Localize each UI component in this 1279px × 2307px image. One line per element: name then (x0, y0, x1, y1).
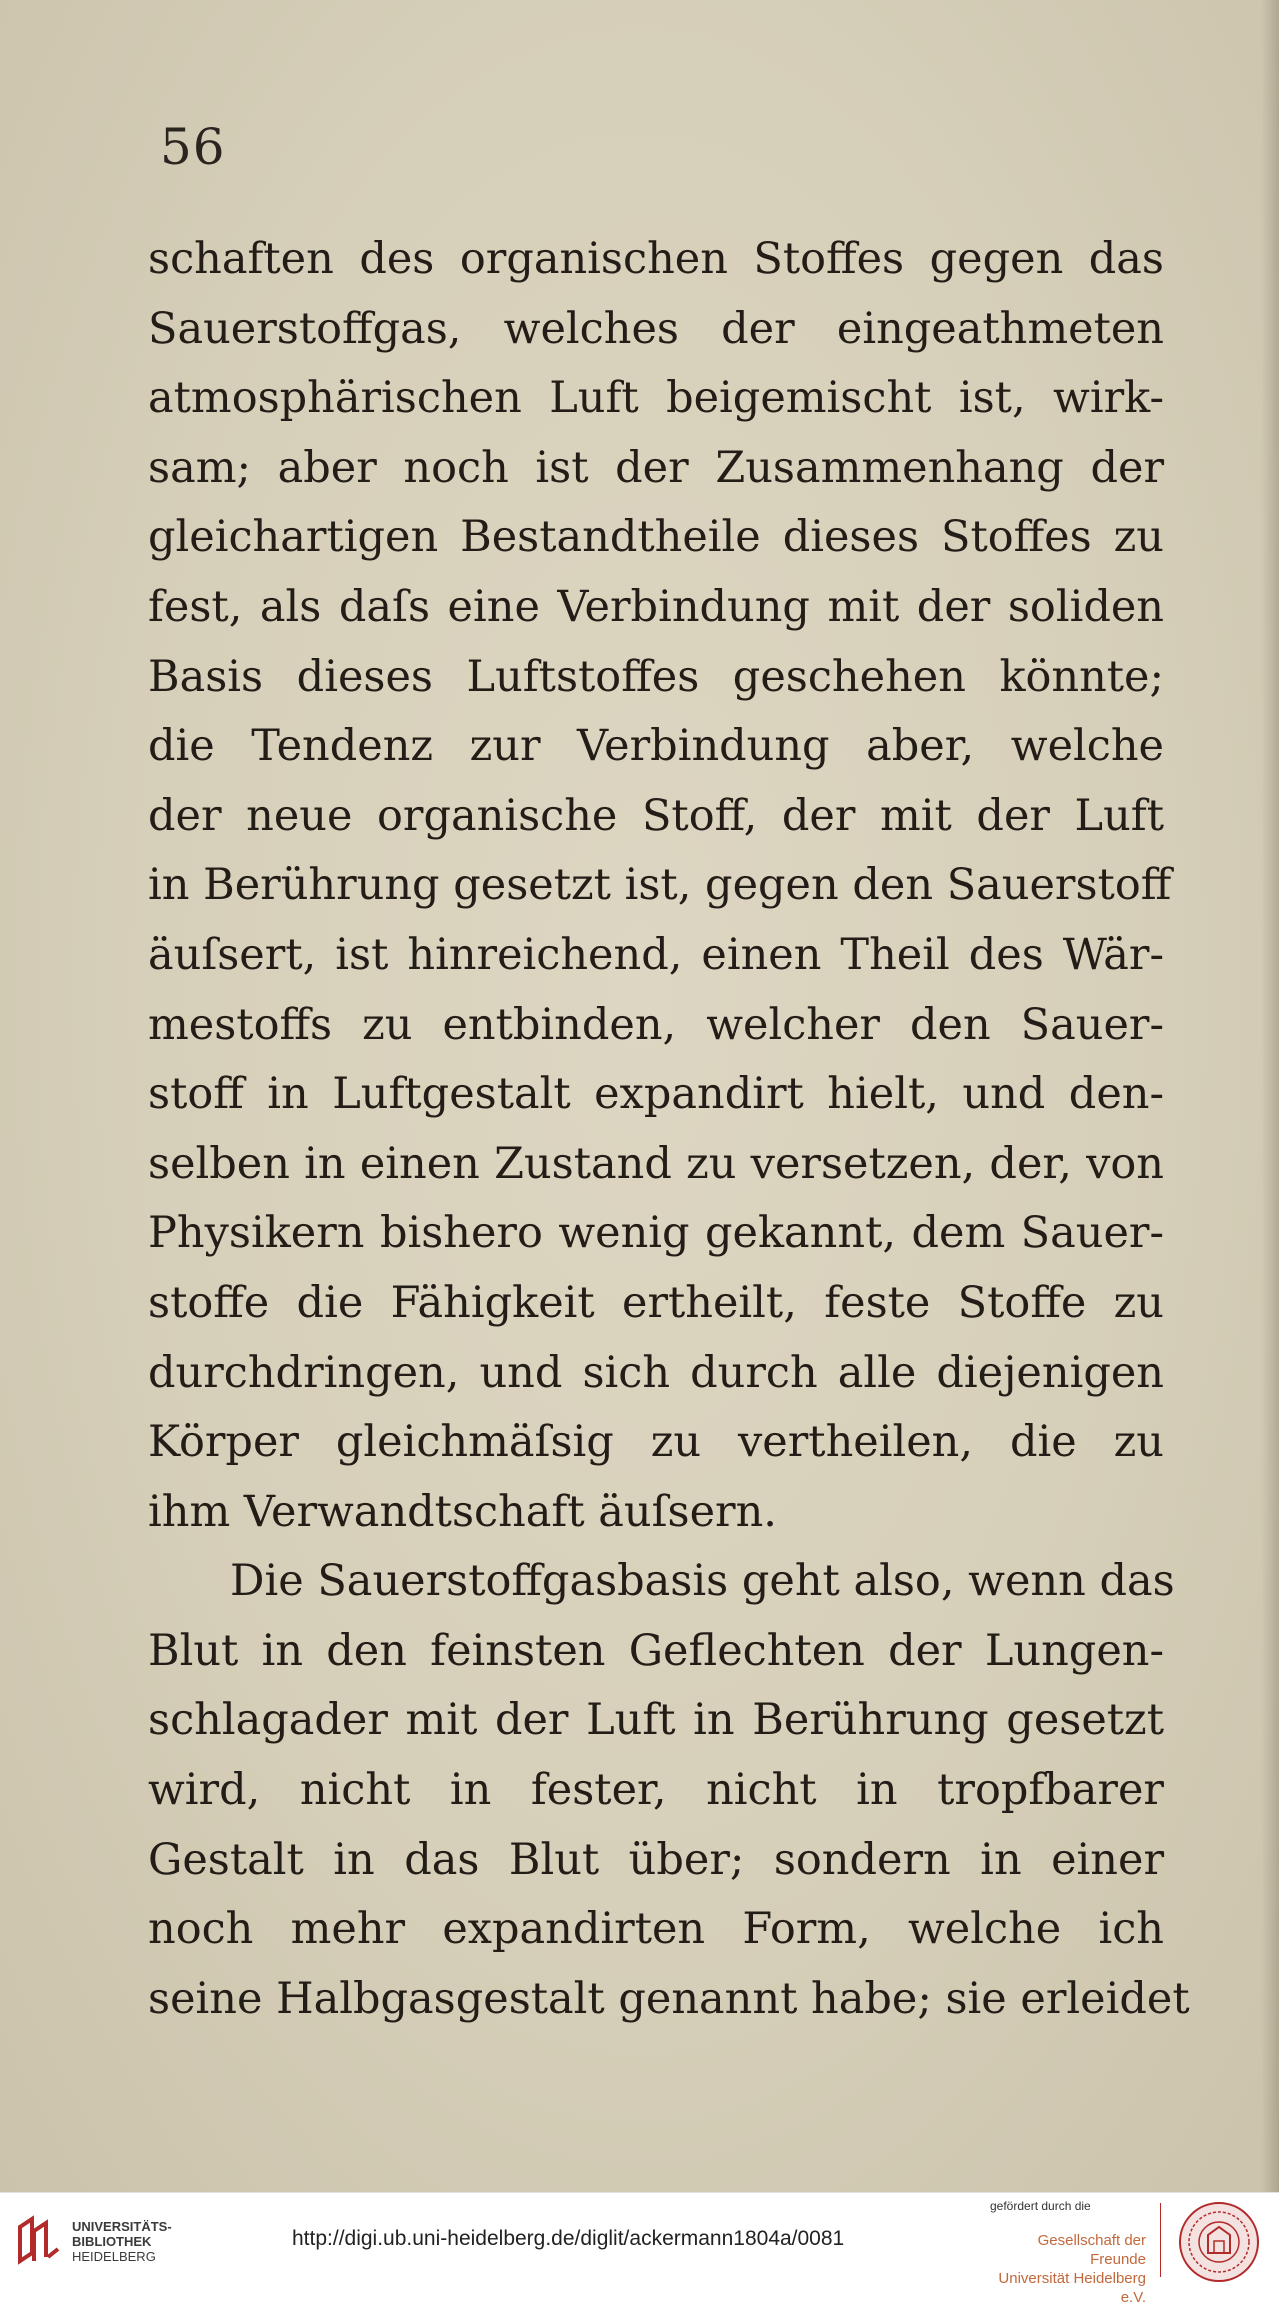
text-line-17: durchdringen, und sich durch alle diejenigen (148, 1347, 1164, 1398)
text-line-9: der neue organische Stoff, der mit der Luft (148, 790, 1164, 841)
ub-heidelberg-logo-icon (14, 2213, 64, 2267)
text-line-19: ihm Verwandtschaft äuſsern. (148, 1486, 777, 1537)
library-name-line-1: UNIVERSITÄTS- (72, 2219, 172, 2234)
text-line-23: wird, nicht in fester, nicht in tropfbarer (148, 1765, 1164, 1816)
text-line-10: in Berührung gesetzt ist, gegen den Sauerstoff (148, 860, 1172, 911)
text-line-13: stoff in Luftgestalt expandirt hielt, und den- (148, 1069, 1164, 1120)
university-seal-icon (1178, 2201, 1260, 2283)
sponsor-name-line-2: Universität Heidelberg e.V. (998, 2270, 1146, 2306)
sponsor-divider (1160, 2203, 1161, 2277)
sponsor-name-line-1: Gesellschaft der Freunde (1037, 2232, 1146, 2268)
text-line-7: Basis dieses Luftstoffes geschehen könnte; (148, 651, 1164, 702)
viewer-footer (0, 2192, 1279, 2306)
text-line-1: schaften des organischen Stoffes gegen das (148, 234, 1164, 284)
text-line-5: gleichartigen Bestandtheile dieses Stoffes zu (148, 512, 1164, 563)
text-line-2: Sauerstoffgas, welches der eingeathmeten (148, 303, 1164, 354)
text-line-3: atmosphärischen Luft beigemischt ist, wirk- (148, 373, 1164, 424)
text-line-15: Physikern bishero wenig gekannt, dem Sauer- (148, 1208, 1164, 1259)
text-line-20: Die Sauerstoffgasbasis geht also, wenn das (230, 1556, 1175, 1607)
text-line-4: sam; aber noch ist der Zusammenhang der (148, 442, 1164, 493)
text-line-16: stoffe die Fähigkeit ertheilt, feste Stoffe zu (148, 1277, 1164, 1328)
text-line-25: noch mehr expandirten Form, welche ich (148, 1904, 1164, 1955)
text-line-22: schlagader mit der Luft in Berührung gesetzt (148, 1695, 1164, 1746)
text-line-24: Gestalt in das Blut über; sondern in einer (148, 1834, 1164, 1885)
text-line-21: Blut in den feinsten Geflechten der Lungen- (148, 1625, 1164, 1676)
library-name (72, 2219, 172, 2264)
text-line-11: äuſsert, ist hinreichend, einen Theil des Wär- (148, 929, 1164, 980)
library-name-line-2: BIBLIOTHEK (72, 2234, 152, 2249)
sponsor-name (990, 2231, 1146, 2307)
permalink-url[interactable]: http://digi.ub.uni-heidelberg.de/diglit/ackermann1804a/0081 (292, 2227, 845, 2250)
text-line-6: fest, als daſs eine Verbindung mit der soliden (148, 581, 1164, 632)
text-line-26: seine Halbgasgestalt genannt habe; sie erleidet (148, 1973, 1190, 2024)
text-line-14: selben in einen Zustand zu versetzen, der, von (148, 1138, 1164, 1189)
text-line-8: die Tendenz zur Verbindung aber, welche (148, 721, 1164, 772)
sponsor-label: gefördert durch die (990, 2199, 1091, 2213)
library-name-line-3: HEIDELBERG (72, 2249, 156, 2264)
page-number: 56 (160, 118, 226, 176)
page-body-text (148, 225, 1190, 2034)
text-line-18: Körper gleichmäſsig zu vertheilen, die zu (148, 1417, 1164, 1468)
text-line-12: mestoffs zu entbinden, welcher den Sauer- (148, 999, 1164, 1050)
